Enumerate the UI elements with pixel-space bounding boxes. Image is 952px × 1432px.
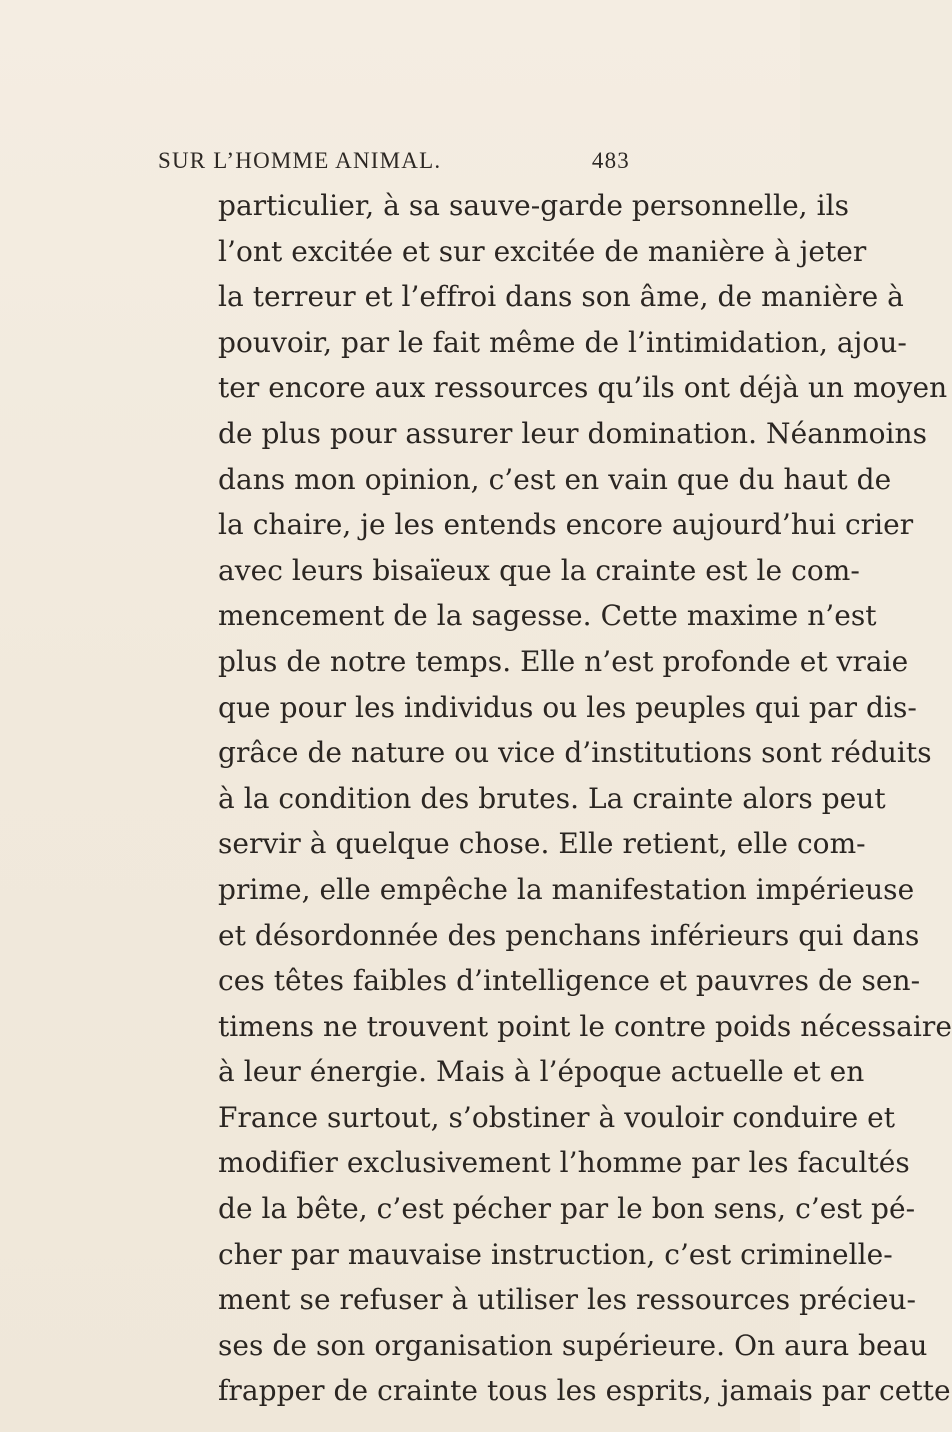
text-line: l’ont excitée et sur excitée de manière à jeter xyxy=(218,234,867,268)
text-line: cher par mauvaise instruction, c’est criminelle- xyxy=(218,1237,893,1271)
text-line: prime, elle empêche la manifestation impérieuse xyxy=(218,872,915,906)
text-line: à leur énergie. Mais à l’époque actuelle et en xyxy=(218,1055,865,1089)
text-line: ment se refuser à utiliser les ressources précieu- xyxy=(218,1283,917,1317)
text-line: France surtout, s’obstiner à vouloir conduire et xyxy=(218,1100,896,1134)
text-line: timens ne trouvent point le contre poids nécessaire xyxy=(218,1009,952,1043)
text-line: et désordonnée des penchans inférieurs qui dans xyxy=(218,918,920,952)
text-line: à la condition des brutes. La crainte alors peut xyxy=(218,781,886,815)
text-line: la terreur et l’effroi dans son âme, de manière à xyxy=(218,280,904,314)
text-line: de plus pour assurer leur domination. Néanmoins xyxy=(218,416,928,450)
text-line: frapper de crainte tous les esprits, jamais par cette xyxy=(218,1374,951,1408)
text-line: que pour les individus ou les peuples qui par dis- xyxy=(218,690,917,724)
text-line: pouvoir, par le fait même de l’intimidation, ajou- xyxy=(218,325,907,359)
text-line: ces têtes faibles d’intelligence et pauvres de sen- xyxy=(218,964,921,998)
text-line: servir à quelque chose. Elle retient, elle com- xyxy=(218,827,866,861)
page-number: 483 xyxy=(591,148,630,173)
text-line: ter encore aux ressources qu’ils ont déjà un moyen xyxy=(218,371,948,405)
running-title: SUR L’HOMME ANIMAL. xyxy=(158,148,442,173)
text-line: la chaire, je les entends encore aujourd’hui crier xyxy=(218,508,914,542)
text-line: dans mon opinion, c’est en vain que du haut de xyxy=(218,462,892,496)
page-header xyxy=(158,148,630,182)
text-line: de la bête, c’est pécher par le bon sens, c’est pé- xyxy=(218,1192,916,1226)
text-line: modifier exclusivement l’homme par les facultés xyxy=(218,1146,910,1180)
text-line: mencement de la sagesse. Cette maxime n’est xyxy=(218,599,877,633)
body-text xyxy=(218,183,952,1414)
text-line: grâce de nature ou vice d’institutions sont réduits xyxy=(218,736,932,770)
text-line: ses de son organisation supérieure. On aura beau xyxy=(218,1328,928,1362)
text-line: avec leurs bisaïeux que la crainte est le com- xyxy=(218,553,860,587)
text-line: plus de notre temps. Elle n’est profonde et vraie xyxy=(218,644,909,678)
text-line: particulier, à sa sauve-garde personnelle, ils xyxy=(218,189,850,222)
